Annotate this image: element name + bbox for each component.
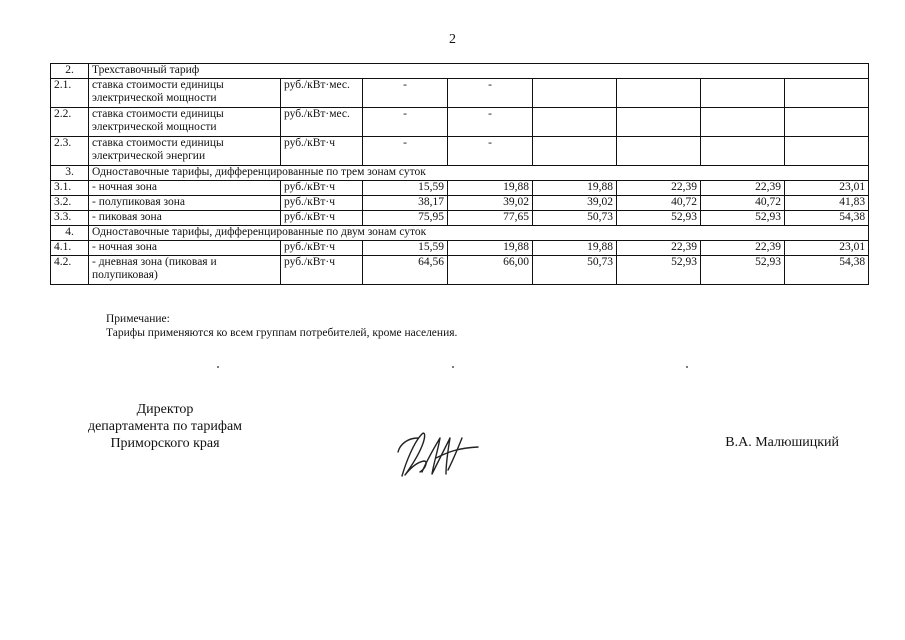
table-row — [51, 196, 869, 211]
tariff-table — [50, 63, 869, 285]
row-number: 4. — [51, 226, 89, 241]
value-cell: 23,01 — [785, 241, 869, 256]
value-cell: 19,88 — [448, 241, 533, 256]
table-row — [51, 181, 869, 196]
row-number: 3.3. — [51, 211, 89, 226]
section-title: Одноставочные тарифы, дифференцированные по двум зонам суток — [89, 226, 869, 241]
row-number: 3. — [51, 166, 89, 181]
value-cell — [533, 79, 617, 108]
value-cell: 22,39 — [617, 241, 701, 256]
row-number: 2. — [51, 64, 89, 79]
value-cell: 54,38 — [785, 256, 869, 285]
value-cell: 40,72 — [701, 196, 785, 211]
value-cell — [701, 137, 785, 166]
value-cell: 52,93 — [617, 211, 701, 226]
row-number: 3.2. — [51, 196, 89, 211]
value-cell: - — [448, 108, 533, 137]
signatory-title-line1: Директор — [136, 402, 194, 417]
value-cell: 15,59 — [363, 241, 448, 256]
table-row — [51, 79, 869, 108]
row-number: 2.2. — [51, 108, 89, 137]
value-cell: 50,73 — [533, 256, 617, 285]
row-number: 2.3. — [51, 137, 89, 166]
note-text: Тарифы применяются ко всем группам потребителей, кроме населения. — [106, 327, 458, 339]
tariff-name: - ночная зона — [89, 181, 281, 196]
tariff-name: ставка стоимости единицы электрической мощности — [89, 79, 281, 108]
value-cell: 39,02 — [533, 196, 617, 211]
unit-cell: руб./кВт·мес. — [281, 79, 363, 108]
section-title: Трехставочный тариф — [89, 64, 869, 79]
tariff-name: ставка стоимости единицы электрической энергии — [89, 137, 281, 166]
unit-cell: руб./кВт·ч — [281, 196, 363, 211]
scan-speck — [452, 366, 454, 368]
unit-cell: руб./кВт·ч — [281, 241, 363, 256]
value-cell — [701, 108, 785, 137]
value-cell — [785, 137, 869, 166]
value-cell: - — [363, 79, 448, 108]
note-block — [106, 312, 457, 340]
table-row — [51, 226, 869, 241]
tariff-name: - пиковая зона — [89, 211, 281, 226]
value-cell: 38,17 — [363, 196, 448, 211]
signatory-name: В.А. Малюшицкий — [725, 435, 839, 450]
value-cell — [701, 79, 785, 108]
section-title: Одноставочные тарифы, дифференцированные по трем зонам суток — [89, 166, 869, 181]
value-cell: 52,93 — [701, 256, 785, 285]
handwritten-signature — [388, 428, 483, 483]
value-cell — [533, 108, 617, 137]
value-cell: 64,56 — [363, 256, 448, 285]
table-row — [51, 166, 869, 181]
value-cell: 39,02 — [448, 196, 533, 211]
value-cell — [617, 108, 701, 137]
signatory-title-line3: Приморского края — [110, 436, 220, 451]
tariff-name: - полупиковая зона — [89, 196, 281, 211]
tariff-name: ставка стоимости единицы электрической мощности — [89, 108, 281, 137]
value-cell: 52,93 — [701, 211, 785, 226]
unit-cell: руб./кВт·ч — [281, 211, 363, 226]
value-cell: 40,72 — [617, 196, 701, 211]
unit-cell: руб./кВт·ч — [281, 256, 363, 285]
table-row — [51, 137, 869, 166]
value-cell: - — [448, 137, 533, 166]
value-cell: 52,93 — [617, 256, 701, 285]
row-number: 4.2. — [51, 256, 89, 285]
signatory-title — [60, 401, 270, 452]
value-cell: 50,73 — [533, 211, 617, 226]
value-cell: 19,88 — [448, 181, 533, 196]
value-cell: 75,95 — [363, 211, 448, 226]
tariff-name: - дневная зона (пиковая и полупиковая) — [89, 256, 281, 285]
value-cell: - — [448, 79, 533, 108]
unit-cell: руб./кВт·мес. — [281, 108, 363, 137]
value-cell — [785, 79, 869, 108]
table-row — [51, 256, 869, 285]
value-cell — [617, 79, 701, 108]
scan-speck — [217, 366, 219, 368]
value-cell: 22,39 — [701, 241, 785, 256]
unit-cell: руб./кВт·ч — [281, 137, 363, 166]
value-cell: 19,88 — [533, 241, 617, 256]
value-cell: 66,00 — [448, 256, 533, 285]
value-cell: - — [363, 108, 448, 137]
scan-speck — [686, 366, 688, 368]
tariff-name: - ночная зона — [89, 241, 281, 256]
row-number: 4.1. — [51, 241, 89, 256]
table-row — [51, 211, 869, 226]
value-cell: 54,38 — [785, 211, 869, 226]
value-cell: 19,88 — [533, 181, 617, 196]
table-row — [51, 108, 869, 137]
value-cell: 15,59 — [363, 181, 448, 196]
table-row — [51, 64, 869, 79]
value-cell: 23,01 — [785, 181, 869, 196]
value-cell — [533, 137, 617, 166]
value-cell: 41,83 — [785, 196, 869, 211]
value-cell — [785, 108, 869, 137]
unit-cell: руб./кВт·ч — [281, 181, 363, 196]
note-heading: Примечание: — [106, 313, 170, 325]
table-row — [51, 241, 869, 256]
row-number: 3.1. — [51, 181, 89, 196]
page-number: 2 — [449, 32, 456, 47]
value-cell: - — [363, 137, 448, 166]
value-cell — [617, 137, 701, 166]
value-cell: 22,39 — [701, 181, 785, 196]
row-number: 2.1. — [51, 79, 89, 108]
value-cell: 22,39 — [617, 181, 701, 196]
signatory-title-line2: департамента по тарифам — [87, 419, 243, 434]
value-cell: 77,65 — [448, 211, 533, 226]
